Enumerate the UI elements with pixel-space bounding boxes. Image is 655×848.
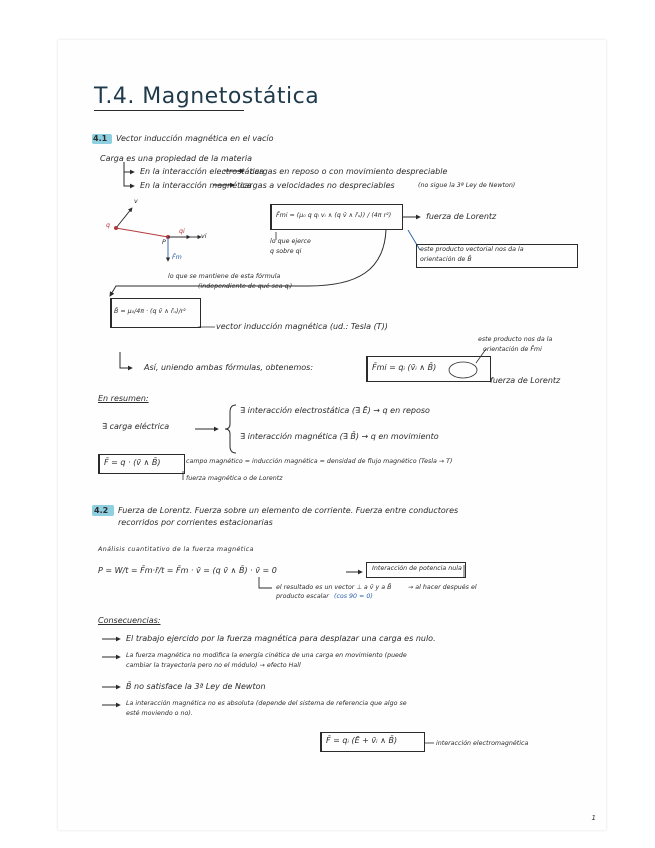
subheading: Consecuencias:: [98, 616, 161, 625]
annotation: Interacción de potencia nula: [372, 565, 462, 572]
summary-brace: [225, 405, 236, 453]
annotation: fuerza de Lorentz: [490, 376, 561, 385]
formula: F̄ = qᵢ (Ē + v̄ᵢ ∧ B̄): [326, 736, 398, 745]
annotation: este producto nos da la: [478, 336, 553, 343]
summary-item: ∃ interacción magnética (∃ B̄) → q en movimiento: [240, 432, 439, 441]
velocity-vector: [116, 208, 132, 228]
formula: F̄mi = qᵢ (v̄ᵢ ∧ B̄): [372, 363, 437, 372]
charge-q: [114, 226, 118, 230]
annotation: fuerza magnética o de Lorentz: [186, 475, 283, 482]
bracket-arrow: [124, 162, 134, 186]
annotation: (cos 90 = 0): [334, 593, 373, 600]
formula: F̄ = q · (v̄ ∧ B̄): [104, 458, 161, 467]
subheading: En resumen:: [98, 394, 149, 403]
annotation: campo magnético = inducción magnética = densidad de flujo magnético (Tesla → T): [186, 458, 453, 465]
figure-label: P: [162, 239, 166, 246]
consequence-item: La fuerza magnética no modifica la energía cinética de una carga en movimiento (puede: [126, 652, 407, 659]
consequence-item: cambiar la trayectoria pero no el módulo) → efecto Hall: [126, 662, 301, 669]
figure-label: v: [134, 198, 138, 205]
annotation: producto escalar: [276, 593, 329, 600]
annotation: lo que se mantiene de esta fórmula: [168, 273, 281, 280]
annotation: (independiente de qué sea qᵢ): [198, 283, 293, 290]
consequence-item: B̄ no satisface la 3ª Ley de Newton: [126, 682, 266, 691]
annotation: q sobre qi: [270, 248, 302, 255]
annotation: → al hacer después el: [408, 584, 477, 591]
formula: B̄ = μ₀/4π · (q v̄ ∧ r̄ᵤ)/r²: [114, 308, 186, 315]
note-line: En la interacción electrostática: [140, 167, 265, 176]
annotation: lo que ejerce: [270, 238, 311, 245]
section-heading: Fuerza de Lorentz. Fuerza sobre un elemento de corriente. Fuerza entre conductores: [118, 506, 459, 515]
note-line: Carga es una propiedad de la materia: [100, 154, 252, 163]
note-line: ∃ carga eléctrica: [102, 422, 170, 431]
note-line: cargas a velocidades no despreciables: [240, 181, 395, 190]
section-heading: recorridos por corrientes estacionarias: [118, 518, 273, 527]
formula: P = W/t = F̄m·r̄/t = F̄m · v̄ = (q v̄ ∧ B̄) · v̄ = 0: [98, 566, 277, 575]
annotation: este producto vectorial nos da la: [420, 246, 524, 253]
annotation: interacción electromagnética: [436, 740, 529, 747]
page-title: T.4. Magnetostática: [94, 84, 320, 109]
notebook-page: [58, 40, 606, 830]
annotation: orientación de F̄mi: [483, 346, 542, 353]
section-number: 4.2: [94, 506, 109, 515]
title-underline: [94, 110, 244, 111]
figure-label: F̄m: [172, 254, 182, 261]
section-number: 4.1: [93, 134, 108, 143]
annotation: vector inducción magnética (ud.: Tesla (T)): [216, 322, 388, 331]
section-heading: Vector inducción magnética en el vacío: [116, 134, 274, 143]
consequence-item: esté moviendo o no).: [126, 710, 193, 717]
annotation: el resultado es un vector ⊥ a v̄ y a B̄: [276, 584, 392, 591]
figure-label: qi: [179, 228, 185, 235]
note-line: cargas en reposo o con movimiento despreciable: [250, 167, 448, 176]
consequence-item: El trabajo ejercido por la fuerza magnética para desplazar una carga es nulo.: [126, 634, 436, 643]
note-line: (no sigue la 3ª Ley de Newton): [418, 182, 516, 189]
summary-item: ∃ interacción electrostática (∃ Ē) → q en reposo: [240, 406, 430, 415]
position-vector: [116, 228, 168, 237]
page-number: 1: [591, 814, 596, 822]
figure-label: vi: [201, 233, 207, 240]
formula: F̄mi = (μ₀ q qᵢ vᵢ ∧ (q v̄ ∧ r̄ᵤ)) / (4π r²): [276, 212, 392, 219]
annotation: fuerza de Lorentz: [426, 212, 497, 221]
note-line: Así, uniendo ambas fórmulas, obtenemos:: [144, 363, 314, 372]
figure-label: q: [106, 222, 110, 229]
consequence-item: La interacción magnética no es absoluta (depende del sistema de referencia que algo se: [126, 700, 407, 707]
note-line: En la interacción magnética: [140, 181, 252, 190]
subheading: Análisis cuantitativo de la fuerza magnética: [98, 546, 254, 553]
annotation: orientación de B̄: [420, 256, 472, 263]
